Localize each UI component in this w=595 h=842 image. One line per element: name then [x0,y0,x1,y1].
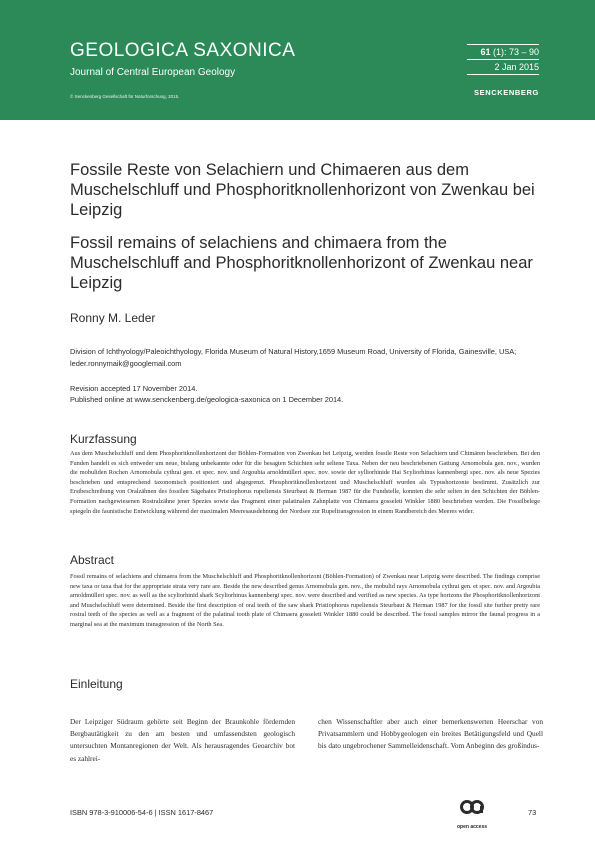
kurzfassung-heading: Kurzfassung [70,432,137,446]
journal-banner [0,0,595,120]
volume-issue [467,44,539,60]
revision-date: Revision accepted 17 November 2014. [70,384,198,393]
volume-number: 61 [480,47,491,57]
copyright-notice: © Senckenberg Gesellschaft für Naturforschung, 2015. [70,94,180,99]
open-access-icon [460,796,484,818]
title-english: Fossil remains of selachiens and chimaera from the Muschelschluff and Phosphoritknollenhorizont of Zwenkau near Leipzig [70,234,533,292]
journal-name: GEOLOGICA SAXONICA [70,40,296,61]
journal-subtitle: Journal of Central European Geology [70,67,236,78]
page-number: 73 [528,808,537,817]
issue-pages: (1): 73 – 90 [490,47,539,57]
kurzfassung-text: Aus dem Muschelschluff und dem Phosphoritknollenhorizont der Böhlen-Formation von Zwenkau bei Leipzig, werden fossile Reste von Selachiern und Chimären beschrieben. Bei den Funden handelt es sich entweder um neue, bislang unbekannte oder für die besagten Schichten sehr seltene Taxa. Neben der neu beschriebenen Gattung Arnomobula gen. nov., wurden die mobuliden Rochen Arnomobula cythrai gen. et spec. nov. und Argoubia arnoldmülleri spec. nov. sowie der sylliorhinide Hai Scyliorhinus kannenbergi spec. nov. als neue Spezies beschrieben und entsprechend taxonomisch positioniert und abgegrenzt. Phosphoritknollenhorizont und Muschelschluff wurden als Typushorizonte bestimmt. Zusätzlich zur Erstbeschreibung von Oralzähnen des fossilen Sägehaies Pristiophorus rupeliensis Steurbaut & Herman 1987 für die Fundstelle, konnten die sehr selten in den Schichten der Böhlen-Formation nachgewiesenen Rostralzähne jener Spezies sowie das Fragment einer palatinalen Zahnplatte von Chimaera gosseleti Winkler 1880 beschrieben werden. Die Fossilbelege spiegeln die faunistische Entwicklung während der maximalen Meeresausdehnung der Nordsee zur Rupeltransgression in einem Randbereich des Meeres wider. [70,450,540,515]
abstract-heading: Abstract [70,553,115,567]
online-publication-link[interactable]: Published online at www.senckenberg.de/geologica-saxonica on 1 December 2014. [70,395,344,404]
author-affiliation: Division of Ichthyology/Paleoichthyology, Florida Museum of Natural History,1659 Museum Road, University of Florida, Gainesville, USA; leder.ronnymaik@googlemail.com [70,347,517,368]
einleitung-column-right: chen Wissenschaftler aber auch einer bemerkenswerten Heerschar von Privatsammlern und Hobbygeologen ein breites Betätigungsfeld und Quell bis dato ungebrochener Sammelleidenschaft. Vom Anbeginn des großindus- [318,717,543,751]
author-name: Ronny M. Leder [70,311,156,325]
open-access-label: open access [456,824,488,830]
publisher-logo: SENCKENBERG [474,88,539,97]
einleitung-heading: Einleitung [70,677,123,691]
open-access-badge [452,796,492,830]
isbn-issn: ISBN 978-3-910006-54-6 | ISSN 1617-8467 [70,808,214,817]
publication-date: 2 Jan 2015 [467,60,539,75]
abstract-text: Fossil remains of selachiens and chimaera from the Muschelschluff and Phosphoritknollenhorizont (Böhlen-Formation) of Zwenkau near Leipzig were described. The findings comprise new taxa or taxa that for the appropriate strata very rare are. Beside the new described genus Arnomobula gen. nov., the mobulid rays Arnomobula cythrai gen. et spec. nov. and Argoubia arnoldmülleri spec. nov. as well as the scyliorhinid shark Scyliorhinus kannenbergi spec. nov. were described and verified as new species. As type horizons the Phosphoritknollenhorizont and Muschelschluff were determined. Beside the first description of oral teeth of the saw shark Pristiophorus rupeliensis Steurbaut & Herman 1987 for the fossil site further pretty rare rostral teeth of the species as well as a fragment of the palatinal tooth plate of Chimaera gosseleti Winkler 1880 could be described. The fossil samples mirror the faunal progress in a marginal sea at the maximum transgression of the North Sea. [70,573,540,628]
volume-box [467,44,539,75]
title-german: Fossile Reste von Selachiern und Chimaeren aus dem Muschelschluff und Phosphoritknollenhorizont von Zwenkau bei Leipzig [70,161,535,219]
einleitung-column-left: Der Leipziger Südraum gehörte seit Beginn der Braunkohle fördernden Bergbautätigkeit zu den am besten und umfassendsten geologisch untersuchten Montanregionen der Welt. Als herausragendes Geoarchiv bot es zahlrei- [70,717,295,763]
article-dates [70,383,540,405]
